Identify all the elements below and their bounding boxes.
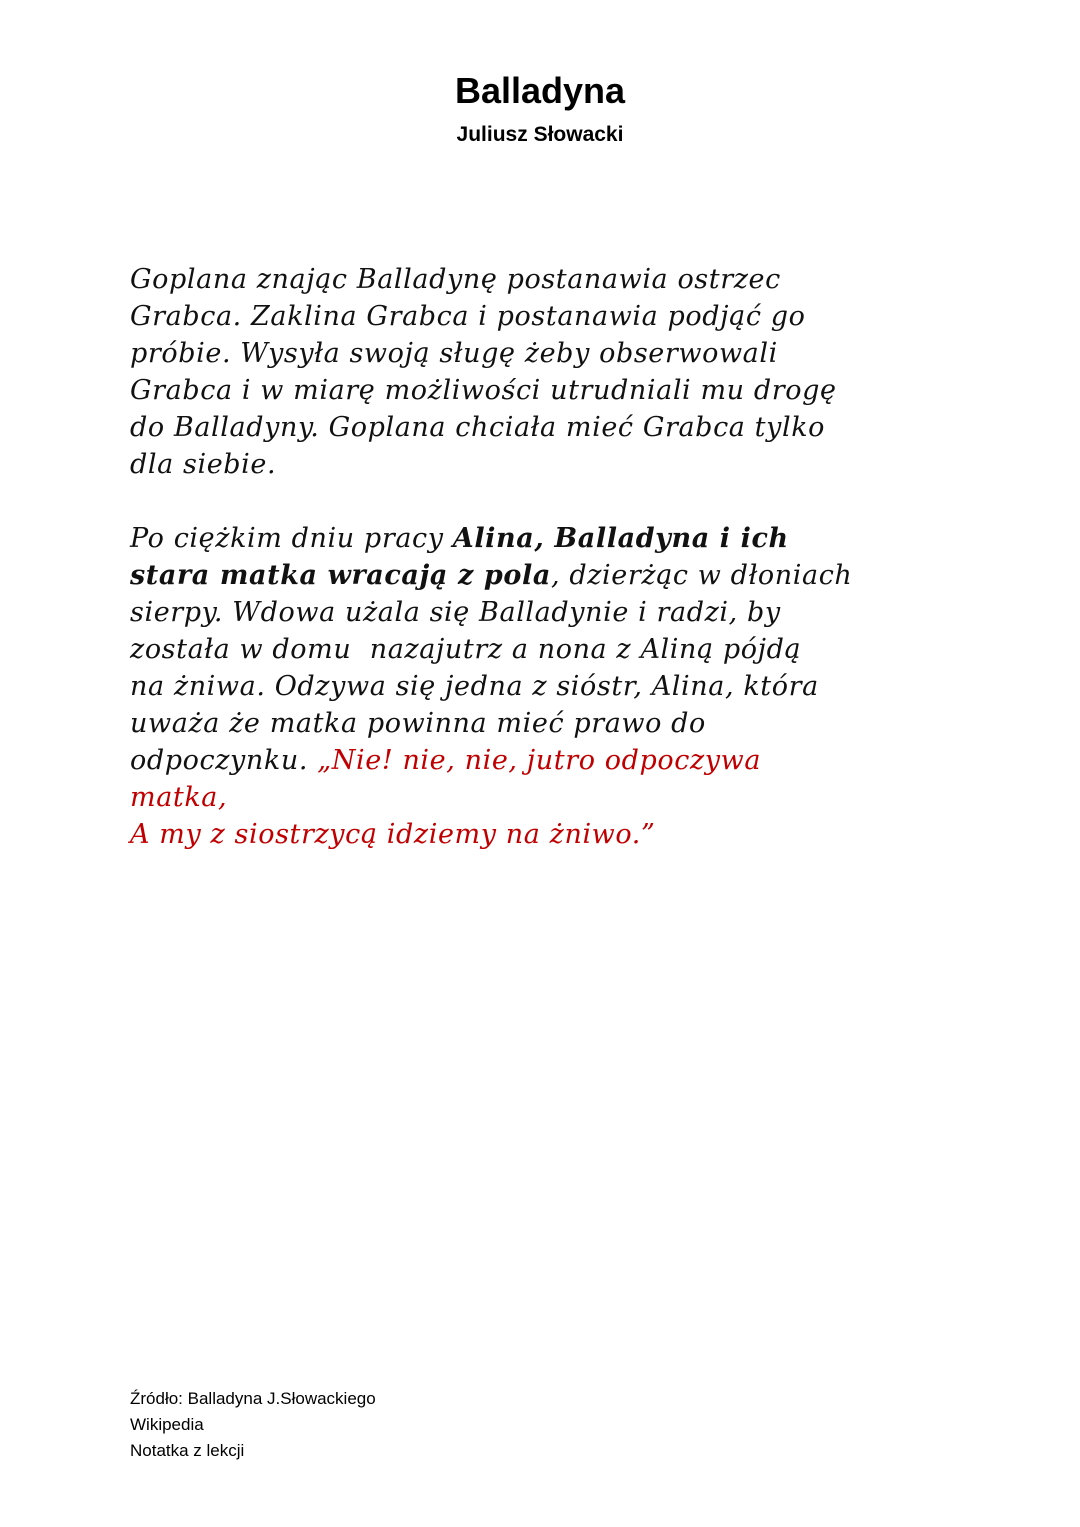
text-line: dla siebie.	[130, 449, 277, 480]
text-line: uważa że matka powinna mieć prawo do	[130, 708, 706, 739]
source-item: Źródło: Balladyna J.Słowackiego	[130, 1389, 376, 1408]
text-line: Grabca. Zaklina Grabca i postanawia podjąć go	[130, 301, 806, 332]
text-line: Goplana znając Balladynę postanawia ostrzec	[130, 264, 781, 295]
source-item: Wikipedia	[130, 1415, 204, 1434]
text-line: została w domu nazajutrz a nona z Aliną pójdą	[130, 634, 802, 665]
paragraph-goplana	[130, 261, 837, 483]
quote-text: „Nie! nie, nie, jutro odpoczywa	[317, 745, 762, 776]
text-plain: odpoczynku.	[130, 745, 318, 776]
quote-text: A my z siostrzycą idziemy na żniwo.”	[130, 819, 656, 850]
source-item: Notatka z lekcji	[130, 1441, 245, 1460]
text-line	[130, 520, 852, 557]
text-plain: Po ciężkim dniu pracy	[130, 523, 453, 554]
text-line	[130, 742, 852, 779]
document-title: Balladyna	[454, 70, 626, 111]
text-line: próbie. Wysyła swoją sługę żeby obserwowali	[130, 338, 778, 369]
text-bold: stara matka wracają z pola	[130, 560, 551, 591]
text-plain: , dzierżąc w dłoniach	[550, 560, 853, 591]
sources-list	[130, 1386, 376, 1464]
text-line: do Balladyny. Goplana chciała mieć Grabca tylko	[130, 412, 826, 443]
text-line: Grabca i w miarę możliwości utrudniali mu drogę	[130, 375, 837, 406]
quote-text: matka,	[130, 782, 228, 813]
document-author: Juliusz Słowacki	[456, 123, 624, 146]
text-line	[130, 557, 852, 594]
text-line: sierpy. Wdowa użala się Balladynie i radzi, by	[130, 597, 781, 628]
paragraph-alina	[130, 520, 852, 853]
text-bold: Alina, Balladyna i ich	[452, 523, 789, 554]
text-line: na żniwa. Odzywa się jedna z sióstr, Alina, która	[130, 671, 819, 702]
